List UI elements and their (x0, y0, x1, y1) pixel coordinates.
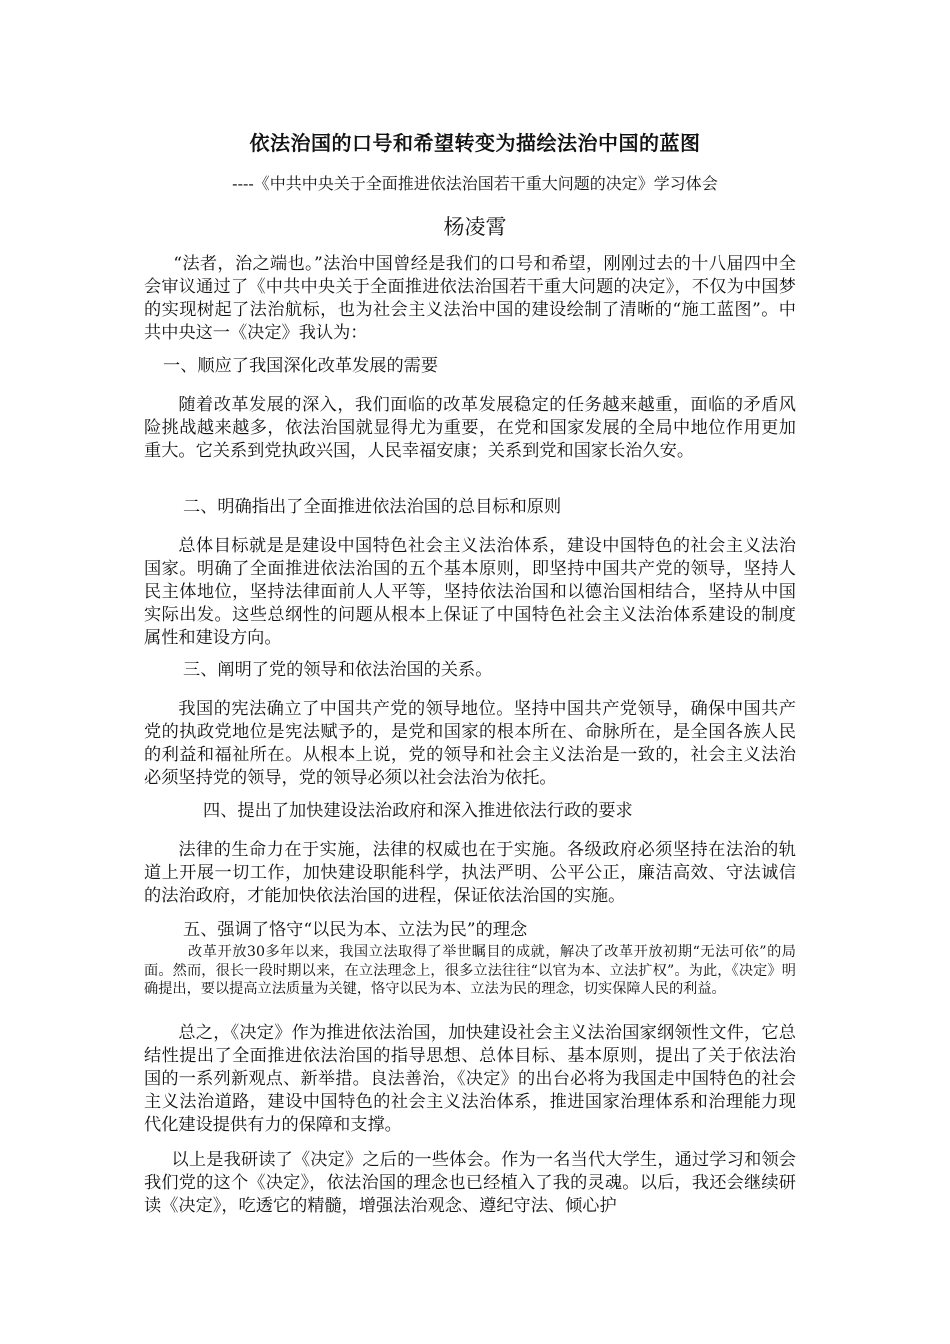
section-heading-4: 四、提出了加快建设法治政府和深入推进依法行政的要求 (203, 801, 633, 821)
summary-paragraph: 总之，《决定》作为推进依法治国，加快建设社会主义法治国家纲领性文件，它总结性提出了全面推进依法治国的指导思想、总体目标、基本原则，提出了关于依法治国的一系列新观点、新举措。良法善治，《决定》的出台必将为我国走中国特色的社会主义法治道路，建设中国特色的社会主义法治体系，推进国家治理体系和治理能力现代化建设提供有力的保障和支撑。 (144, 1023, 796, 1135)
intro-paragraph: “法者，治之端也。”法治中国曾经是我们的口号和希望，刚刚过去的十八届四中全会审议通过了《中共中央关于全面推进依法治国若干重大问题的决定》，不仅为中国梦的实现树起了法治航标，也为社会主义法治中国的建设绘制了清晰的“施工蓝图”。中共中央这一《决定》我认为： (144, 254, 796, 343)
section-heading-3: 三、阐明了党的领导和依法治国的关系。 (183, 660, 493, 680)
section-body-3: 我国的宪法确立了中国共产党的领导地位。坚持中国共产党领导，确保中国共产党的执政党地位是宪法赋予的，是党和国家的根本所在、命脉所在，是全国各族人民的利益和福祉所在。从根本上说，党的领导和社会主义法治是一致的，社会主义法治必须坚持党的领导，党的领导必须以社会法治为依托。 (144, 699, 796, 788)
section-body-2: 总体目标就是是建设中国特色社会主义法治体系，建设中国特色的社会主义法治国家。明确了全面推进依法治国的五个基本原则，即坚持中国共产党的领导，坚持人民主体地位，坚持法律面前人人平等，坚持依法治国和以德治国相结合，坚持从中国实际出发。这些总纲性的问题从根本上保证了中国特色社会主义法治体系建设的制度属性和建设方向。 (144, 536, 796, 648)
section-heading-2: 二、明确指出了全面推进依法治国的总目标和原则 (183, 497, 562, 517)
closing-paragraph: 以上是我研读了《决定》之后的一些体会。作为一名当代大学生，通过学习和领会我们党的这个《决定》，依法治国的理念也已经植入了我的灵魂。以后，我还会继续研读《决定》，吃透它的精髓，增强法治观念、遵纪守法、倾心护 (144, 1150, 796, 1216)
section-body-5: 改革开放30多年以来，我国立法取得了举世瞩目的成就，解决了改革开放初期“无法可依”的局面。然而，很长一段时期以来，在立法理念上，很多立法往往“以官为本、立法扩权”。为此，《决定》明确提出，要以提高立法质量为关键，恪守以民为本、立法为民的理念，切实保障人民的利益。 (144, 944, 796, 997)
author-name: 杨凌霄 (443, 215, 507, 239)
section-body-4: 法律的生命力在于实施，法律的权威也在于实施。各级政府必须坚持在法治的轨道上开展一切工作，加快建设职能科学，执法严明、公平公正，廉洁高效、守法诚信的法治政府，才能加快依法治国的进程，保证依法治国的实施。 (144, 840, 796, 906)
section-body-1: 随着改革发展的深入，我们面临的改革发展稳定的任务越来越重，面临的矛盾风险挑战越来越多，依法治国就显得尤为重要，在党和国家发展的全局中地位作用更加重大。它关系到党执政兴国，人民幸福安康；关系到党和国家长治久安。 (144, 395, 796, 461)
section-heading-1: 一、顺应了我国深化改革发展的需要 (163, 356, 439, 376)
section-heading-5: 五、强调了恪守“以民为本、立法为民”的理念 (183, 920, 528, 940)
document-subtitle: ----《中共中央关于全面推进依法治国若干重大问题的决定》学习体会 (232, 174, 718, 193)
document-title: 依法治国的口号和希望转变为描绘法治中国的蓝图 (249, 131, 701, 155)
